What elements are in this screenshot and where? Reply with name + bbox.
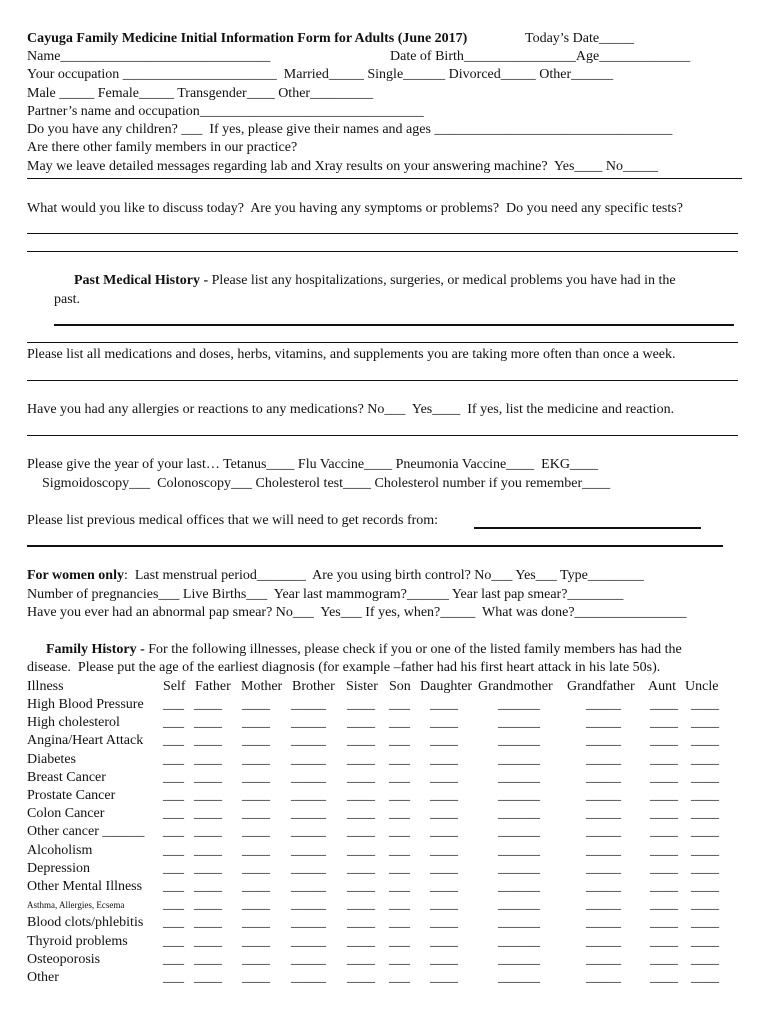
blank-grandmother[interactable]: ______ xyxy=(498,806,540,822)
blank-aunt[interactable]: ____ xyxy=(650,879,678,894)
blank-brother[interactable]: _____ xyxy=(291,915,326,931)
illness-label: Angina/Heart Attack xyxy=(27,733,144,749)
blank-grandfather[interactable]: _____ xyxy=(586,897,621,913)
blank-sister[interactable]: ____ xyxy=(347,733,375,749)
illness-label: Asthma, Allergies, Ecsema xyxy=(27,900,125,911)
blank-aunt[interactable]: ____ xyxy=(650,860,678,876)
blank-grandmother[interactable]: ______ xyxy=(498,824,540,840)
illness-label: Prostate Cancer xyxy=(27,788,116,803)
blank-son[interactable]: ___ xyxy=(389,769,410,785)
blank-grandfather[interactable]: _____ xyxy=(586,697,621,712)
blank-grandfather[interactable]: _____ xyxy=(586,842,621,858)
blank-brother[interactable]: _____ xyxy=(291,697,326,712)
column-header-son: Son xyxy=(389,679,411,694)
partner-field[interactable]: Partner’s name and occupation________________________________ xyxy=(27,104,424,119)
blank-self[interactable]: ___ xyxy=(163,824,184,840)
blank-son[interactable]: ___ xyxy=(389,715,410,731)
blank-son[interactable]: ___ xyxy=(389,970,410,985)
blank-mother[interactable]: ____ xyxy=(242,915,270,931)
illness-label: Alcoholism xyxy=(27,842,93,858)
vaccines-line-2[interactable]: Sigmoidoscopy___ Colonoscopy___ Cholesterol test____ Cholesterol number if you remember____ xyxy=(42,476,611,491)
blank-self[interactable]: ___ xyxy=(163,788,184,803)
blank-mother[interactable]: ____ xyxy=(242,806,270,822)
illness-label: Blood clots/phlebitis xyxy=(27,915,144,931)
blank-sister[interactable]: ____ xyxy=(347,879,375,894)
blank-father[interactable]: ____ xyxy=(194,842,222,858)
illness-label: Other xyxy=(27,970,59,985)
blank-uncle[interactable]: ____ xyxy=(691,697,719,712)
blank-son[interactable]: ___ xyxy=(389,860,410,876)
blank-grandfather[interactable]: _____ xyxy=(586,751,621,767)
blank-brother[interactable]: _____ xyxy=(291,933,326,949)
blank-self[interactable]: ___ xyxy=(163,951,184,967)
column-header-mother: Mother xyxy=(241,679,283,694)
pmh-heading: Past Medical History - xyxy=(74,273,209,288)
records-question: Please list previous medical offices that we will need to get records from: xyxy=(27,513,442,528)
blank-grandfather[interactable]: _____ xyxy=(586,788,621,803)
blank-father[interactable]: ____ xyxy=(194,897,222,913)
gender-field[interactable]: Male _____ Female_____ Transgender____ Other_________ xyxy=(27,86,374,101)
blank-father[interactable]: ____ xyxy=(194,970,222,985)
blank-son[interactable]: ___ xyxy=(389,879,410,894)
blank-sister[interactable]: ____ xyxy=(347,933,375,949)
blank-father[interactable]: ____ xyxy=(194,788,222,803)
blank-daughter[interactable]: ____ xyxy=(430,751,458,767)
blank-brother[interactable]: _____ xyxy=(291,842,326,858)
blank-father[interactable]: ____ xyxy=(194,951,222,967)
blank-brother[interactable]: _____ xyxy=(291,751,326,767)
blank-self[interactable]: ___ xyxy=(163,697,184,712)
blank-son[interactable]: ___ xyxy=(389,915,410,931)
blank-sister[interactable]: ____ xyxy=(347,715,375,731)
blank-uncle[interactable]: ____ xyxy=(691,788,719,803)
blank-sister[interactable]: ____ xyxy=(347,970,375,985)
blank-son[interactable]: ___ xyxy=(389,897,410,913)
blank-son[interactable]: ___ xyxy=(389,751,410,767)
messages-permission-field[interactable]: May we leave detailed messages regarding lab and Xray results on your answering machine? Yes____ No_____ xyxy=(27,159,658,174)
medications-answer-line[interactable] xyxy=(27,380,738,381)
blank-mother[interactable]: ____ xyxy=(242,970,270,985)
blank-father[interactable]: ____ xyxy=(194,715,222,731)
blank-sister[interactable]: ____ xyxy=(347,915,375,931)
women-line-3[interactable]: Have you ever had an abnormal pap smear? No___ Yes___ If yes, when?_____ What was done?________________ xyxy=(27,605,687,620)
pmh-instruction: Please list any hospitalizations, surgeries, or medical problems you have had in the xyxy=(208,273,676,288)
discuss-question: What would you like to discuss today? Are you having any symptoms or problems? Do you need any specific tests? xyxy=(27,201,683,216)
illness-label: High cholesterol xyxy=(27,715,120,731)
blank-grandmother[interactable]: ______ xyxy=(498,842,540,858)
blank-grandfather[interactable]: _____ xyxy=(586,915,621,931)
blank-grandmother[interactable]: ______ xyxy=(498,933,540,949)
blank-daughter[interactable]: ____ xyxy=(430,733,458,749)
blank-brother[interactable]: _____ xyxy=(291,897,326,913)
blank-son[interactable]: ___ xyxy=(389,697,410,712)
blank-mother[interactable]: ____ xyxy=(242,733,270,749)
blank-aunt[interactable]: ____ xyxy=(650,806,678,822)
blank-father[interactable]: ____ xyxy=(194,769,222,785)
column-header-grandfather: Grandfather xyxy=(567,679,635,694)
blank-aunt[interactable]: ____ xyxy=(650,824,678,840)
column-header-father: Father xyxy=(195,679,231,694)
blank-brother[interactable]: _____ xyxy=(291,788,326,803)
blank-sister[interactable]: ____ xyxy=(347,788,375,803)
blank-self[interactable]: ___ xyxy=(163,860,184,876)
illness-label: High Blood Pressure xyxy=(27,697,144,712)
illness-label: Breast Cancer xyxy=(27,769,106,785)
blank-uncle[interactable]: ____ xyxy=(691,951,719,967)
blank-grandfather[interactable]: _____ xyxy=(586,860,621,876)
blank-father[interactable]: ____ xyxy=(194,824,222,840)
blank-aunt[interactable]: ____ xyxy=(650,842,678,858)
blank-uncle[interactable]: ____ xyxy=(691,860,719,876)
blank-uncle[interactable]: ____ xyxy=(691,897,719,913)
women-line-1-text: : Last menstrual period_______ Are you using birth control? No___ Yes___ Type________ xyxy=(123,568,644,583)
blank-brother[interactable]: _____ xyxy=(291,806,326,822)
blank-daughter[interactable]: ____ xyxy=(430,769,458,785)
blank-grandfather[interactable]: _____ xyxy=(586,824,621,840)
name-field[interactable]: Name______________________________ xyxy=(27,49,271,64)
blank-grandmother[interactable]: ______ xyxy=(498,970,540,985)
family-history-heading: Family History - xyxy=(46,642,145,657)
illness-label: Thyroid problems xyxy=(27,933,128,949)
blank-self[interactable]: ___ xyxy=(163,897,184,913)
column-header-daughter: Daughter xyxy=(420,679,473,694)
blank-grandmother[interactable]: ______ xyxy=(498,715,540,731)
blank-brother[interactable]: _____ xyxy=(291,733,326,749)
blank-grandfather[interactable]: _____ xyxy=(586,715,621,731)
women-line-2[interactable]: Number of pregnancies___ Live Births___ Year last mammogram?______ Year last pap smear?________ xyxy=(27,587,624,602)
blank-grandmother[interactable]: ______ xyxy=(498,733,540,749)
blank-grandfather[interactable]: _____ xyxy=(586,879,621,894)
section-divider xyxy=(27,178,742,179)
blank-aunt[interactable]: ____ xyxy=(650,788,678,803)
blank-self[interactable]: ___ xyxy=(163,769,184,785)
blank-grandfather[interactable]: _____ xyxy=(586,806,621,822)
column-header-self: Self xyxy=(163,679,186,694)
blank-mother[interactable]: ____ xyxy=(242,715,270,731)
children-field[interactable]: Do you have any children? ___ If yes, please give their names and ages __________________________________ xyxy=(27,122,673,137)
blank-uncle[interactable]: ____ xyxy=(691,842,719,858)
discuss-answer-line-2[interactable] xyxy=(27,251,738,252)
blank-brother[interactable]: _____ xyxy=(291,715,326,731)
blank-uncle[interactable]: ____ xyxy=(691,733,719,749)
blank-daughter[interactable]: ____ xyxy=(430,879,458,894)
blank-son[interactable]: ___ xyxy=(389,842,410,858)
blank-son[interactable]: ___ xyxy=(389,824,410,840)
blank-uncle[interactable]: ____ xyxy=(691,970,719,985)
form-title: Cayuga Family Medicine Initial Information Form for Adults (June 2017) xyxy=(27,31,468,46)
blank-aunt[interactable]: ____ xyxy=(650,897,678,913)
family-history-intro-cont: disease. Please put the age of the earliest diagnosis (for example –father had his first heart attack in his late 50s). xyxy=(27,660,661,675)
blank-self[interactable]: ___ xyxy=(163,806,184,822)
family-history-intro: For the following illnesses, please check if you or one of the listed family members has had the xyxy=(144,642,682,657)
blank-aunt[interactable]: ____ xyxy=(650,970,678,985)
blank-mother[interactable]: ____ xyxy=(242,897,270,913)
blank-grandfather[interactable]: _____ xyxy=(586,733,621,749)
blank-sister[interactable]: ____ xyxy=(347,806,375,822)
blank-mother[interactable]: ____ xyxy=(242,842,270,858)
blank-grandmother[interactable]: ______ xyxy=(498,951,540,967)
blank-aunt[interactable]: ____ xyxy=(650,733,678,749)
blank-aunt[interactable]: ____ xyxy=(650,697,678,712)
column-header-aunt: Aunt xyxy=(648,679,676,694)
blank-grandmother[interactable]: ______ xyxy=(498,697,540,712)
illness-column-header: Illness xyxy=(27,679,64,694)
blank-self[interactable]: ___ xyxy=(163,733,184,749)
blank-grandmother[interactable]: ______ xyxy=(498,751,540,767)
blank-father[interactable]: ____ xyxy=(194,733,222,749)
blank-son[interactable]: ___ xyxy=(389,933,410,949)
blank-daughter[interactable]: ____ xyxy=(430,715,458,731)
blank-brother[interactable]: _____ xyxy=(291,769,326,785)
blank-aunt[interactable]: ____ xyxy=(650,915,678,931)
blank-uncle[interactable]: ____ xyxy=(691,751,719,767)
blank-father[interactable]: ____ xyxy=(194,879,222,894)
blank-brother[interactable]: _____ xyxy=(291,951,326,967)
blank-grandmother[interactable]: ______ xyxy=(498,788,540,803)
blank-uncle[interactable]: ____ xyxy=(691,806,719,822)
blank-father[interactable]: ____ xyxy=(194,697,222,712)
records-answer-line-2[interactable] xyxy=(27,545,723,547)
blank-father[interactable]: ____ xyxy=(194,915,222,931)
blank-brother[interactable]: _____ xyxy=(291,860,326,876)
todays-date-field[interactable]: Today’s Date_____ xyxy=(525,31,635,46)
women-heading: For women only xyxy=(27,568,124,583)
blank-self[interactable]: ___ xyxy=(163,915,184,931)
blank-self[interactable]: ___ xyxy=(163,970,184,985)
dob-age-field[interactable]: Date of Birth________________Age_____________ xyxy=(390,49,691,64)
blank-mother[interactable]: ____ xyxy=(242,860,270,876)
blank-son[interactable]: ___ xyxy=(389,951,410,967)
blank-uncle[interactable]: ____ xyxy=(691,769,719,785)
blank-aunt[interactable]: ____ xyxy=(650,933,678,949)
blank-mother[interactable]: ____ xyxy=(242,769,270,785)
blank-sister[interactable]: ____ xyxy=(347,897,375,913)
blank-uncle[interactable]: ____ xyxy=(691,915,719,931)
blank-grandmother[interactable]: ______ xyxy=(498,915,540,931)
blank-daughter[interactable]: ____ xyxy=(430,842,458,858)
blank-father[interactable]: ____ xyxy=(194,933,222,949)
occupation-marital-field[interactable]: Your occupation ______________________ Married_____ Single______ Divorced_____ Other______ xyxy=(27,67,614,82)
blank-son[interactable]: ___ xyxy=(389,788,410,803)
column-header-grandmother: Grandmother xyxy=(478,679,553,694)
blank-father[interactable]: ____ xyxy=(194,860,222,876)
blank-mother[interactable]: ____ xyxy=(242,697,270,712)
family-history-intro-line xyxy=(46,641,682,659)
blank-grandmother[interactable]: ______ xyxy=(498,897,540,913)
illness-label: Other Mental Illness xyxy=(27,879,143,894)
column-header-sister: Sister xyxy=(346,679,378,694)
blank-aunt[interactable]: ____ xyxy=(650,951,678,967)
blank-mother[interactable]: ____ xyxy=(242,951,270,967)
pmh-heading-line xyxy=(74,272,676,290)
pmh-instruction-cont: past. xyxy=(54,292,81,307)
discuss-answer-line-1[interactable] xyxy=(27,233,738,234)
blank-daughter[interactable]: ____ xyxy=(430,806,458,822)
column-header-brother: Brother xyxy=(292,679,335,694)
blank-daughter[interactable]: ____ xyxy=(430,915,458,931)
blank-father[interactable]: ____ xyxy=(194,806,222,822)
medications-question: Please list all medications and doses, herbs, vitamins, and supplements you are taking more often than once a week. xyxy=(27,347,676,362)
blank-sister[interactable]: ____ xyxy=(347,860,375,876)
blank-mother[interactable]: ____ xyxy=(242,788,270,803)
blank-daughter[interactable]: ____ xyxy=(430,697,458,712)
blank-uncle[interactable]: ____ xyxy=(691,933,719,949)
illness-label: Depression xyxy=(27,860,90,876)
blank-daughter[interactable]: ____ xyxy=(430,951,458,967)
illness-label: Other cancer ______ xyxy=(27,824,145,840)
blank-grandfather[interactable]: _____ xyxy=(586,970,621,985)
blank-sister[interactable]: ____ xyxy=(347,751,375,767)
allergies-question[interactable]: Have you had any allergies or reactions to any medications? No___ Yes____ If yes, list the medicine and reaction. xyxy=(27,402,675,417)
blank-sister[interactable]: ____ xyxy=(347,842,375,858)
blank-sister[interactable]: ____ xyxy=(347,697,375,712)
blank-aunt[interactable]: ____ xyxy=(650,715,678,731)
blank-father[interactable]: ____ xyxy=(194,751,222,767)
blank-grandmother[interactable]: ______ xyxy=(498,769,540,785)
family-members-question: Are there other family members in our practice? xyxy=(27,140,298,155)
records-answer-line-1[interactable] xyxy=(474,527,701,529)
blank-mother[interactable]: ____ xyxy=(242,879,270,894)
blank-mother[interactable]: ____ xyxy=(242,824,270,840)
blank-uncle[interactable]: ____ xyxy=(691,715,719,731)
blank-daughter[interactable]: ____ xyxy=(430,897,458,913)
column-header-uncle: Uncle xyxy=(685,679,719,694)
blank-daughter[interactable]: ____ xyxy=(430,970,458,985)
blank-daughter[interactable]: ____ xyxy=(430,788,458,803)
blank-son[interactable]: ___ xyxy=(389,806,410,822)
blank-brother[interactable]: _____ xyxy=(291,970,326,985)
blank-son[interactable]: ___ xyxy=(389,733,410,749)
pmh-answer-line-2[interactable] xyxy=(27,342,738,343)
blank-grandfather[interactable]: _____ xyxy=(586,933,621,949)
women-line-1[interactable] xyxy=(27,567,644,585)
blank-uncle[interactable]: ____ xyxy=(691,879,719,894)
blank-self[interactable]: ___ xyxy=(163,842,184,858)
blank-sister[interactable]: ____ xyxy=(347,769,375,785)
blank-mother[interactable]: ____ xyxy=(242,933,270,949)
blank-self[interactable]: ___ xyxy=(163,715,184,731)
blank-grandmother[interactable]: ______ xyxy=(498,879,540,894)
blank-self[interactable]: ___ xyxy=(163,751,184,767)
blank-sister[interactable]: ____ xyxy=(347,951,375,967)
blank-daughter[interactable]: ____ xyxy=(430,860,458,876)
allergies-answer-line[interactable] xyxy=(27,435,738,436)
vaccines-line-1[interactable]: Please give the year of your last… Tetanus____ Flu Vaccine____ Pneumonia Vaccine____ EKG____ xyxy=(27,457,598,472)
blank-daughter[interactable]: ____ xyxy=(430,824,458,840)
blank-brother[interactable]: _____ xyxy=(291,824,326,840)
blank-daughter[interactable]: ____ xyxy=(430,933,458,949)
blank-grandmother[interactable]: ______ xyxy=(498,860,540,876)
pmh-answer-line-1[interactable] xyxy=(54,324,734,326)
illness-label: Colon Cancer xyxy=(27,806,105,822)
blank-uncle[interactable]: ____ xyxy=(691,824,719,840)
blank-sister[interactable]: ____ xyxy=(347,824,375,840)
illness-label: Osteoporosis xyxy=(27,951,101,967)
blank-aunt[interactable]: ____ xyxy=(650,769,678,785)
blank-brother[interactable]: _____ xyxy=(291,879,326,894)
blank-grandfather[interactable]: _____ xyxy=(586,951,621,967)
blank-grandfather[interactable]: _____ xyxy=(586,769,621,785)
blank-aunt[interactable]: ____ xyxy=(650,751,678,767)
illness-label: Diabetes xyxy=(27,751,76,767)
blank-mother[interactable]: ____ xyxy=(242,751,270,767)
blank-self[interactable]: ___ xyxy=(163,933,184,949)
blank-self[interactable]: ___ xyxy=(163,879,184,894)
